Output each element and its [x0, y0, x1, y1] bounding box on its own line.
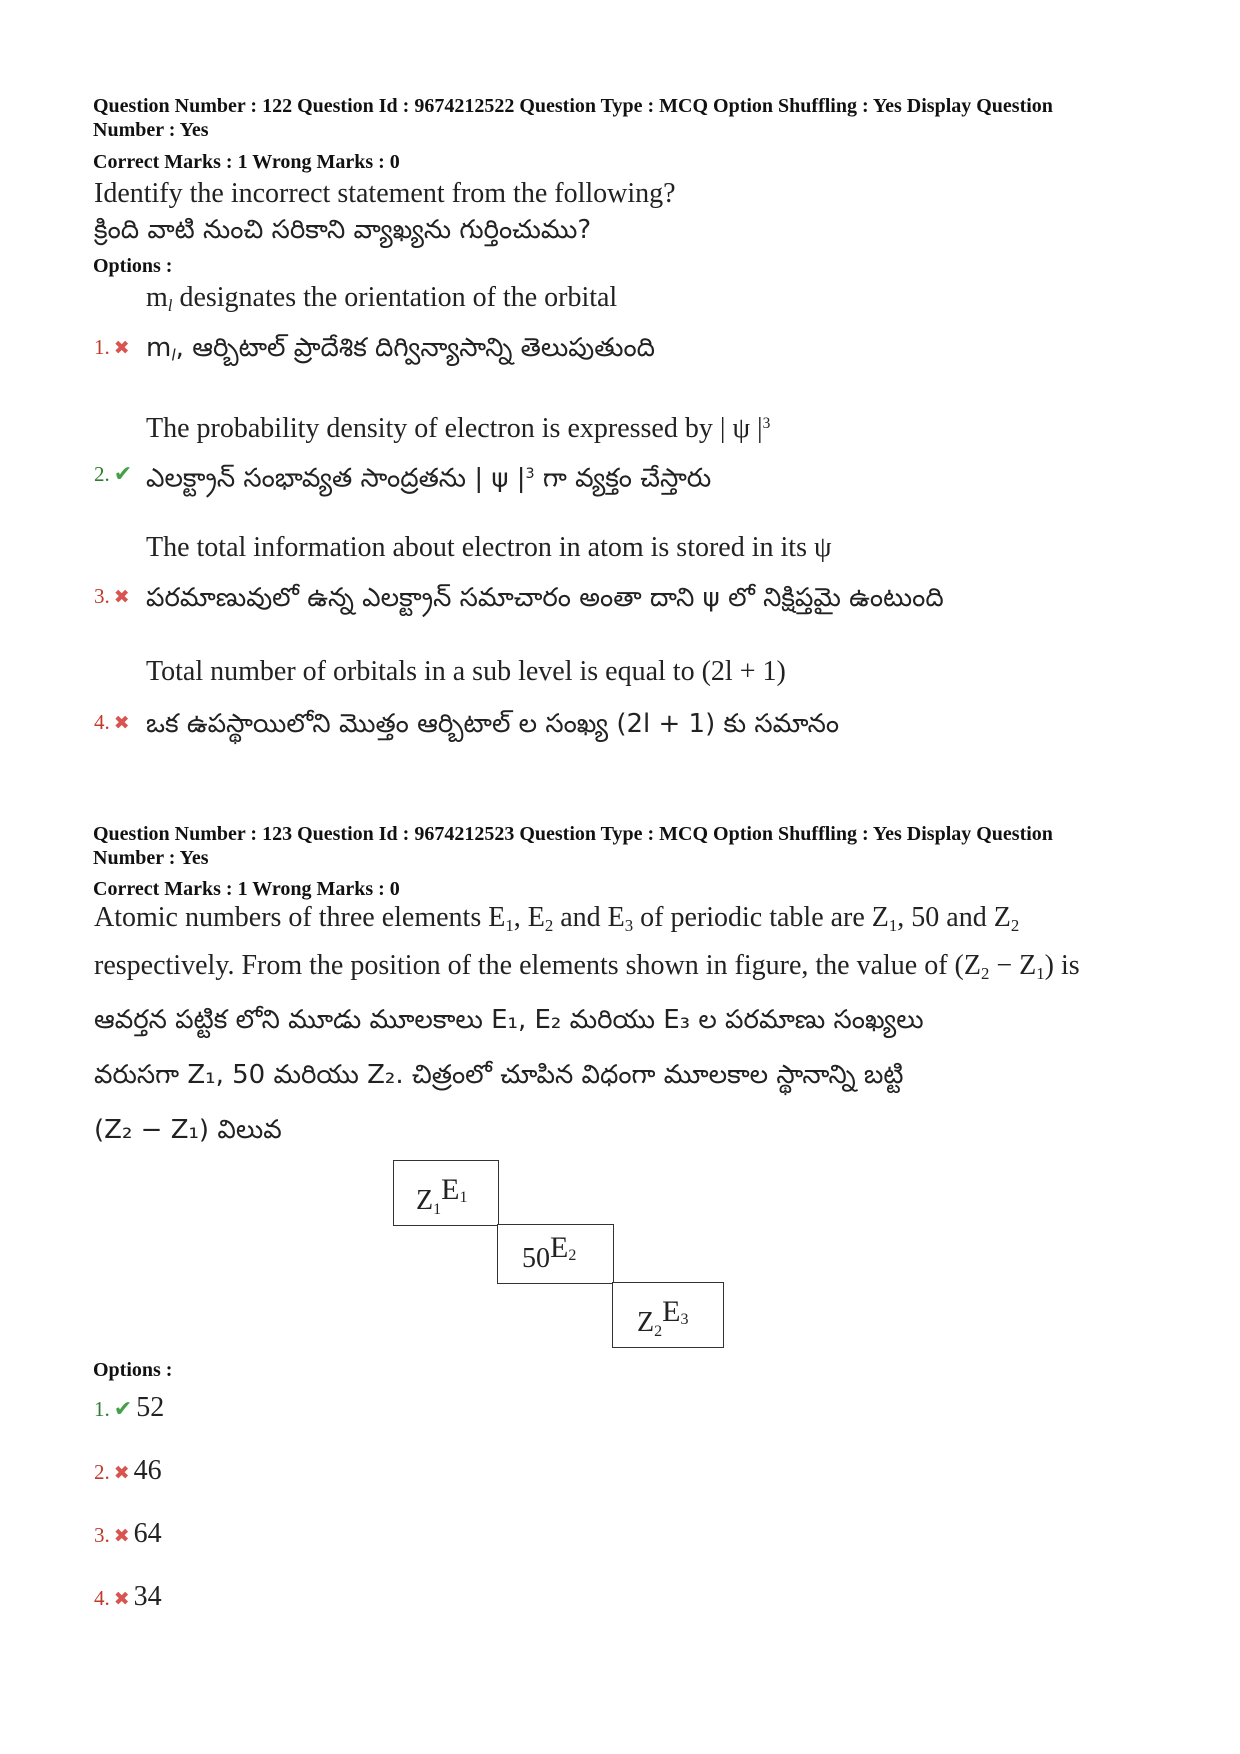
q123-option-3-number: 3. [94, 1523, 110, 1547]
q123-header-line1: Question Number : 123 Question Id : 9674212523 Question Type : MCQ Option Shuffling : Yes Display Question [93, 823, 1053, 845]
q122-header-line2: Number : Yes [93, 119, 209, 141]
q122-option-4-number: 4. [94, 710, 110, 734]
check-icon: ✔ [113, 1397, 133, 1422]
element-box-3-label: $Z_2E^3$ [637, 1295, 689, 1340]
element-box-2-label: $50E^2$ [522, 1231, 577, 1274]
q123-question-line2: respectively. From the position of the elements shown in figure, the value of $(Z_2 - Z_1)$ is [94, 950, 1080, 984]
q122-question-en: Identify the incorrect statement from the following? [94, 178, 676, 209]
q122-option-3[interactable] [94, 584, 130, 609]
q123-option-3-text: 64 [133, 1518, 162, 1549]
q122-option-3-en: The total information about electron in atom is stored in its ψ [146, 532, 832, 563]
element-box-1-label: $Z_1E^1$ [416, 1173, 468, 1218]
q123-option-1-number: 1. [94, 1397, 110, 1421]
q123-option-3[interactable] [94, 1516, 162, 1552]
cross-icon: ✖ [113, 1525, 130, 1547]
q123-question-te-line3: (Z₂ − Z₁) విలువ [94, 1115, 282, 1145]
q123-option-1-text: 52 [136, 1392, 165, 1423]
q122-option-3-number: 3. [94, 584, 110, 608]
q122-option-4-en: Total number of orbitals in a sub level is equal to (2l + 1) [146, 656, 786, 687]
cross-icon: ✖ [113, 337, 130, 359]
q122-option-2-number: 2. [94, 462, 110, 486]
q122-option-1-te: $m_l$, ఆర్బిటాల్ ప్రాదేశిక దిగ్విన్యాసాన్ని తెలుపుతుంది [146, 333, 656, 365]
q122-header-line1: Question Number : 122 Question Id : 9674212522 Question Type : MCQ Option Shuffling : Yes Display Question [93, 95, 1053, 117]
q122-option-2-en: The probability density of electron is expressed by | ψ $|^3$ [146, 413, 771, 445]
q122-marks: Correct Marks : 1 Wrong Marks : 0 [93, 151, 400, 173]
cross-icon: ✖ [113, 712, 130, 734]
q122-header [93, 94, 1173, 142]
q123-header [93, 822, 1173, 870]
q123-question-te-line2: వరుసగా Z₁, 50 మరియు Z₂. చిత్రంలో చూపిన విధంగా మూలకాల స్థానాన్ని బట్టి [94, 1060, 904, 1090]
q123-option-4-text: 34 [133, 1581, 162, 1612]
q122-question-te: క్రింది వాటి నుంచి సరికాని వ్యాఖ్యను గుర్తించుము? [94, 215, 592, 245]
q122-option-4[interactable] [94, 710, 130, 735]
q123-option-4-number: 4. [94, 1586, 110, 1610]
q122-option-3-te: పరమాణువులో ఉన్న ఎలక్ట్రాన్ సమాచారం అంతా దాని ψ లో నిక్షిప్తమై ఉంటుంది [146, 583, 944, 613]
q122-option-4-te: ఒక ఉపస్థాయిలోని మొత్తం ఆర్బిటాల్ ల సంఖ్య (2l + 1) కు సమానం [146, 709, 840, 739]
q123-option-2-text: 46 [133, 1455, 162, 1486]
cross-icon: ✖ [113, 1588, 130, 1610]
q123-marks: Correct Marks : 1 Wrong Marks : 0 [93, 878, 400, 900]
q123-option-1[interactable] [94, 1390, 164, 1426]
element-box-2 [497, 1224, 614, 1284]
q123-option-2[interactable] [94, 1453, 162, 1489]
q123-question-line1: Atomic numbers of three elements $E_1$, $E_2$ and $E_3$ of periodic table are $Z_1$, 50 and $Z_2$ [94, 902, 1020, 936]
q122-option-1-en: $m_l$ designates the orientation of the orbital [146, 282, 618, 316]
q123-option-2-number: 2. [94, 1460, 110, 1484]
q123-option-4[interactable] [94, 1579, 162, 1615]
element-box-3 [612, 1282, 724, 1348]
q122-option-1-number: 1. [94, 335, 110, 359]
q122-option-2[interactable] [94, 462, 132, 487]
q122-option-1[interactable] [94, 335, 130, 360]
q123-question-te-line1: ఆవర్తన పట్టిక లోని మూడు మూలకాలు E₁, E₂ మరియు E₃ ల పరమాణు సంఖ్యలు [94, 1005, 924, 1035]
cross-icon: ✖ [113, 586, 130, 608]
element-box-1 [393, 1160, 499, 1226]
q122-option-2-te: ఎలక్ట్రాన్ సంభావ్యత సాంద్రతను | ψ $|^3$ గా వ్యక్తం చేస్తారు [146, 463, 712, 494]
cross-icon: ✖ [113, 1462, 130, 1484]
q123-options-label: Options : [93, 1359, 173, 1381]
q122-options-label: Options : [93, 255, 173, 277]
q123-header-line2: Number : Yes [93, 847, 209, 869]
check-icon: ✔ [113, 462, 133, 487]
